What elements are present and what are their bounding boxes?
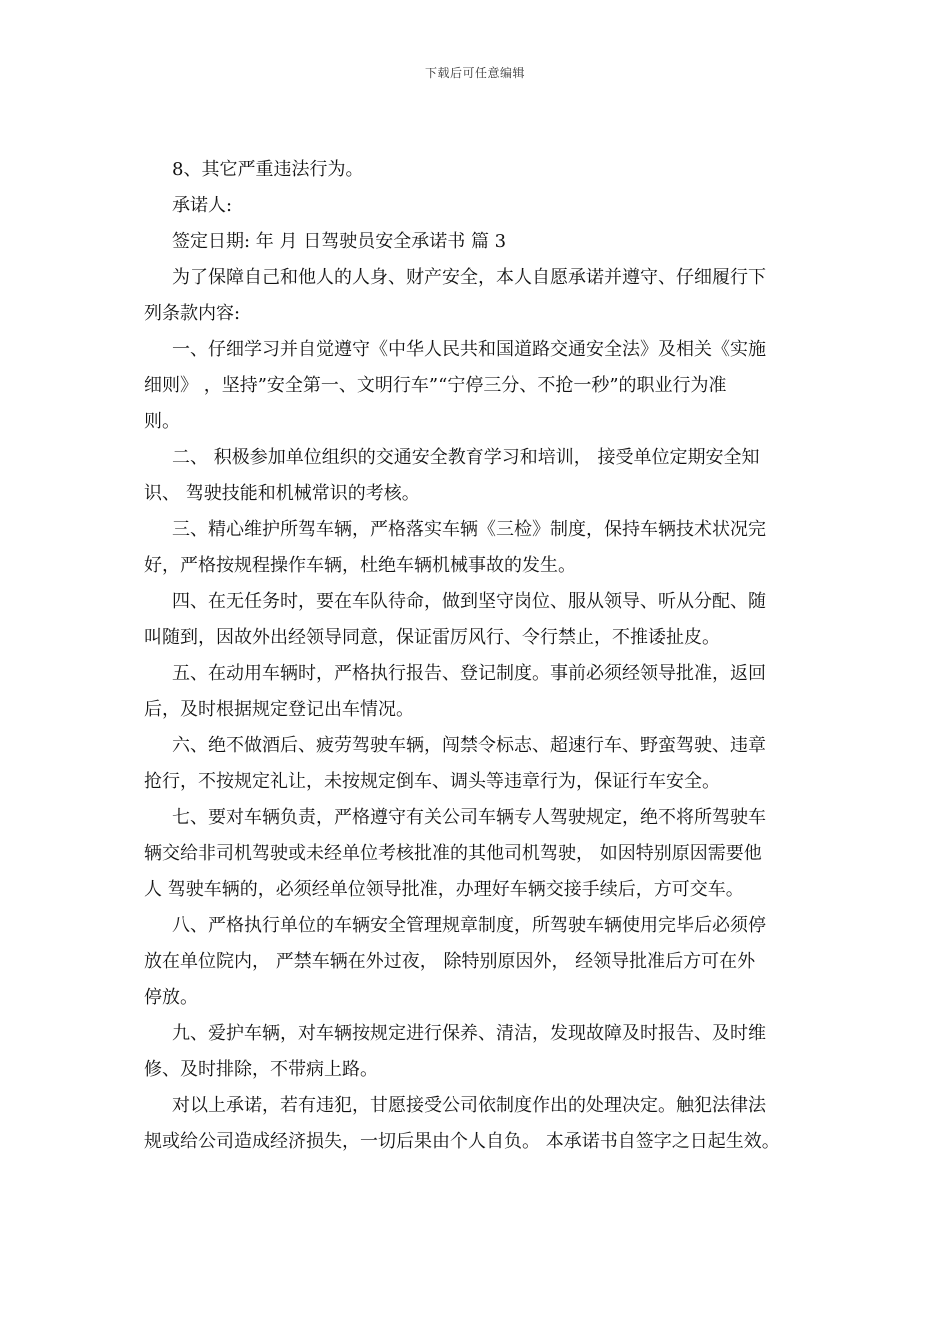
text-line: 修、及时排除，不带病上路。: [144, 1059, 378, 1080]
text-line: 识、 驾驶技能和机械常识的考核。: [144, 483, 420, 504]
text-line: 抢行，不按规定礼让，未按规定倒车、调头等违章行为，保证行车安全。: [144, 771, 720, 792]
text-line: 四、在无任务时，要在车队待命，做到坚守岗位、服从领导、听从分配、随: [172, 591, 766, 612]
text-line: 三、精心维护所驾车辆，严格落实车辆《三检》制度，保持车辆技术状况完: [172, 519, 766, 540]
text-line: 为了保障自己和他人的人身、财产安全，本人自愿承诺并遵守、仔细履行下: [172, 267, 766, 288]
text-line: 九、爱护车辆，对车辆按规定进行保养、清洁，发现故障及时报告、及时维: [172, 1023, 766, 1044]
text-line: 列条款内容:: [144, 303, 241, 324]
text-line: 放在单位院内， 严禁车辆在外过夜， 除特别原因外， 经领导批准后方可在外: [144, 951, 756, 972]
text-line: 承诺人:: [172, 195, 233, 216]
text-line: 叫随到，因故外出经领导同意，保证雷厉风行、令行禁止，不推诿扯皮。: [144, 627, 720, 648]
text-line: 规或给公司造成经济损失，一切后果由个人自负。 本承诺书自签字之日起生效。: [144, 1131, 780, 1152]
text-line: 好，严格按规程操作车辆，杜绝车辆机械事故的发生。: [144, 555, 576, 576]
text-line: 后，及时根据规定登记出车情况。: [144, 699, 414, 720]
text-line: 一、仔细学习并自觉遵守《中华人民共和国道路交通安全法》及相关《实施: [172, 339, 766, 360]
text-line: 八、严格执行单位的车辆安全管理规章制度，所驾驶车辆使用完毕后必须停: [172, 915, 766, 936]
text-line: 细则》 ，坚持”安全第一、文明行车”“宁停三分、不抢一秒”的职业行为准: [144, 375, 727, 396]
text-line: 签定日期: 年 月 日驾驶员安全承诺书 篇 3: [172, 231, 507, 252]
text-line: 五、在动用车辆时，严格执行报告、登记制度。事前必须经领导批准，返回: [172, 663, 766, 684]
text-line: 8、其它严重违法行为。: [172, 159, 364, 180]
text-line: 六、绝不做酒后、疲劳驾驶车辆，闯禁令标志、超速行车、野蛮驾驶、违章: [172, 735, 766, 756]
text-line: 对以上承诺，若有违犯，甘愿接受公司依制度作出的处理决定。触犯法律法: [172, 1095, 766, 1116]
text-line: 二、 积极参加单位组织的交通安全教育学习和培训， 接受单位定期安全知: [172, 447, 760, 468]
text-line: 人 驾驶车辆的，必须经单位领导批准，办理好车辆交接手续后，方可交车。: [144, 879, 744, 900]
text-line: 停放。: [144, 987, 198, 1008]
text-line: 七、要对车辆负责，严格遵守有关公司车辆专人驾驶规定，绝不将所驾驶车: [172, 807, 766, 828]
text-line: 辆交给非司机驾驶或未经单位考核批准的其他司机驾驶， 如因特别原因需要他: [144, 843, 762, 864]
page-header: 下载后可任意编辑: [424, 66, 525, 80]
text-line: 则。: [144, 411, 180, 432]
